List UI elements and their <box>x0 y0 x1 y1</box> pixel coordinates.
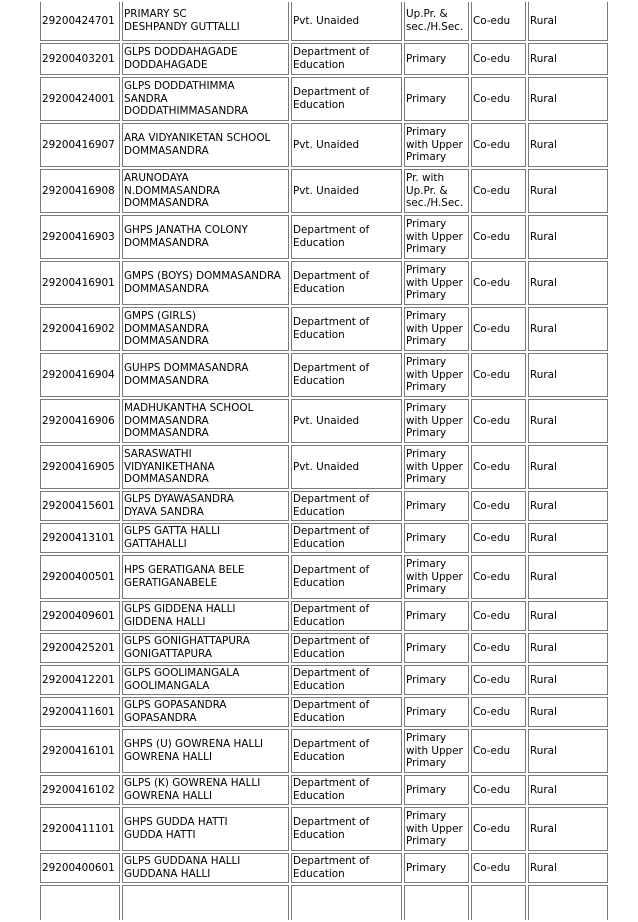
table-row <box>40 307 608 351</box>
cell-category-line: Primary <box>406 732 447 745</box>
cell-school-type: Co-edu <box>471 77 526 121</box>
cell-school-name-line: GMPS (BOYS) DOMMASANDRA <box>124 270 281 283</box>
cell-category <box>404 555 469 599</box>
table-row <box>40 215 608 259</box>
cell-school-type: Co-edu <box>471 697 526 727</box>
cell-category-line: Primary <box>406 402 447 415</box>
cell-school-name <box>122 353 289 397</box>
cell-school-name-line: ARUNODAYA <box>124 172 189 185</box>
cell-school-name-line: MADHUKANTHA SCHOOL <box>124 402 254 415</box>
cell-school-name <box>122 215 289 259</box>
cell-category-line: Primary <box>406 641 447 654</box>
cell-management <box>291 307 402 351</box>
table-row <box>40 2 608 41</box>
table-row <box>40 729 608 773</box>
cell-management <box>291 555 402 599</box>
cell-school-code: 29200416904 <box>40 353 120 397</box>
cell-school-type: Co-edu <box>471 633 526 663</box>
cell-school-name <box>122 43 289 75</box>
cell-management <box>291 169 402 213</box>
cell-school-name <box>122 807 289 851</box>
cell-area: Rural <box>528 807 608 851</box>
cell-school-name-line: DOMMASANDRA <box>124 414 209 427</box>
cell-category-line: Primary <box>406 52 447 65</box>
cell-school-name-line: PRIMARY SC <box>124 8 187 21</box>
cell-school-name <box>122 665 289 695</box>
cell-category <box>404 215 469 259</box>
cell-management <box>291 215 402 259</box>
cell-school-code: 29200424701 <box>40 2 120 41</box>
cell-management-line: Education <box>293 680 345 692</box>
cell-school-name-line: DOMMASANDRA <box>124 283 209 295</box>
cell-school-name-line: GLPS GIDDENA HALLI <box>124 603 236 616</box>
cell-school-name-line: DOMMASANDRA <box>124 427 209 440</box>
cell-management-line: Department of <box>293 699 370 712</box>
cell-management <box>291 601 402 631</box>
cell-school-name-line: DODDATHIMMASANDRA <box>124 105 249 118</box>
cell-category-line: Primary <box>406 427 447 440</box>
cell-area: Rural <box>528 261 608 305</box>
school-table-body <box>40 2 608 920</box>
cell-management-line: Pvt. Unaided <box>293 414 360 427</box>
cell-area: Rural <box>528 523 608 553</box>
cell-management-line: Department of <box>293 635 370 648</box>
cell-category <box>404 353 469 397</box>
cell-school-name <box>122 555 289 599</box>
cell-management-line: Education <box>293 868 345 880</box>
cell-school-name-line: SARASWATHI <box>124 448 192 461</box>
cell-school-name-line: GLPS DYAWASANDRA <box>124 493 234 506</box>
cell-category <box>404 697 469 727</box>
cell-school-type: Co-edu <box>471 807 526 851</box>
cell-management <box>291 853 402 883</box>
cell-management <box>291 807 402 851</box>
cell-category-line: Primary <box>406 757 447 770</box>
cell-school-name-line: DYAVA SANDRA <box>124 506 204 518</box>
cell-category-line: Primary <box>406 835 447 848</box>
cell-management-line: Pvt. Unaided <box>293 138 360 151</box>
cell-management-line: Education <box>293 329 345 341</box>
cell-school-name-line: DOMMASANDRA <box>124 322 209 335</box>
cell-management <box>291 697 402 727</box>
cell-category-line: Primary <box>406 673 447 686</box>
cell-school-code: 29200416102 <box>40 775 120 805</box>
cell-category-line: with Upper <box>406 414 463 427</box>
cell-category-line: Primary <box>406 810 447 823</box>
cell-category-line: with Upper <box>406 822 463 835</box>
cell-management <box>291 729 402 773</box>
cell-category-line: Up.Pr. & <box>406 184 448 197</box>
cell-category <box>404 307 469 351</box>
cell-management <box>291 491 402 521</box>
cell-management <box>291 775 402 805</box>
cell-school-code: 29200416901 <box>40 261 120 305</box>
cell-school-name-line: GUDDANA HALLI <box>124 868 211 880</box>
cell-management-line: Pvt. Unaided <box>293 184 360 197</box>
cell-school-name-line: HPS GERATIGANA BELE <box>124 564 245 577</box>
cell-school-name <box>122 601 289 631</box>
cell-category-line: with Upper <box>406 322 463 335</box>
cell-school-name-line: GMPS (GIRLS) <box>124 310 197 323</box>
cell-school-name-line: DOMMASANDRA <box>124 197 209 210</box>
cell-school-type: Co-edu <box>471 353 526 397</box>
cell-category-line: with Upper <box>406 460 463 473</box>
cell-school-name-line: VIDYANIKETHANA <box>124 460 215 473</box>
cell-school-name-line: DOMMASANDRA <box>124 375 209 387</box>
cell-school-type: Co-edu <box>471 729 526 773</box>
cell-area: Rural <box>528 665 608 695</box>
cell-management-line: Department of <box>293 738 370 751</box>
cell-category-line: Primary <box>406 289 447 302</box>
cell-management-line: Department of <box>293 270 370 283</box>
cell-category <box>404 601 469 631</box>
cell-school-type: Co-edu <box>471 123 526 167</box>
cell-management-line: Education <box>293 283 345 295</box>
cell-category-line: Primary <box>406 583 447 596</box>
cell-category-line: Primary <box>406 381 447 394</box>
cell-school-type: Co-edu <box>471 215 526 259</box>
table-row <box>40 523 608 553</box>
cell-management-line: Department of <box>293 564 370 577</box>
cell-management <box>291 399 402 443</box>
cell-school-type: Co-edu <box>471 2 526 41</box>
cell-category-line: with Upper <box>406 138 463 151</box>
cell-management <box>291 633 402 663</box>
table-row <box>40 123 608 167</box>
cell-school-name-line: GLPS GOPASANDRA <box>124 699 227 712</box>
cell-area: Rural <box>528 169 608 213</box>
cell-school-name-line: GLPS GONIGHATTAPURA <box>124 635 250 648</box>
cell-school-name-line: SANDRA <box>124 92 168 105</box>
cell-school-type: Co-edu <box>471 555 526 599</box>
table-row <box>40 491 608 521</box>
cell-category <box>404 853 469 883</box>
cell-management <box>291 261 402 305</box>
cell-school-type: Co-edu <box>471 43 526 75</box>
cell-school-code: 29200413101 <box>40 523 120 553</box>
cell-category-line: Primary <box>406 264 447 277</box>
cell-management-line: Department of <box>293 855 370 868</box>
cell-area: Rural <box>528 491 608 521</box>
cell-category-line: with Upper <box>406 276 463 289</box>
cell-category-line: Primary <box>406 356 447 369</box>
cell-management-line: Education <box>293 237 345 249</box>
cell-school-code: 29200425201 <box>40 633 120 663</box>
cell-school-name <box>122 123 289 167</box>
cell-category-line: Up.Pr. & <box>406 8 448 21</box>
cell-school-name-line: DOMMASANDRA <box>124 145 209 157</box>
cell-school-name <box>122 775 289 805</box>
cell-school-name-line: DOMMASANDRA <box>124 473 209 486</box>
cell-school-name-line: DOMMASANDRA <box>124 237 209 249</box>
cell-school-name <box>122 2 289 41</box>
cell-school-type: Co-edu <box>471 399 526 443</box>
cell-school-name-line: GHPS GUDDA HATTI <box>124 816 228 829</box>
cell-school-name <box>122 261 289 305</box>
cell-category-line: Primary <box>406 861 447 874</box>
cell-school-name-line: ARA VIDYANIKETAN SCHOOL <box>124 132 271 145</box>
cell-category-line: Primary <box>406 473 447 486</box>
cell-school-code: 29200416905 <box>40 445 120 489</box>
table-row <box>40 555 608 599</box>
cell-category-line: with Upper <box>406 570 463 583</box>
cell-school-name-line: GLPS GATTA HALLI <box>124 525 221 538</box>
cell-category-line: Primary <box>406 243 447 256</box>
cell-school-type: Co-edu <box>471 523 526 553</box>
cell-school-code: 29200416907 <box>40 123 120 167</box>
cell-school-name-line: GERATIGANABELE <box>124 577 218 589</box>
cell-management <box>291 523 402 553</box>
table-row <box>40 633 608 663</box>
cell-category-line: sec./H.Sec. <box>406 21 464 33</box>
cell-school-type: Co-edu <box>471 853 526 883</box>
cell-management-line: Education <box>293 577 345 589</box>
cell-area: Rural <box>528 307 608 351</box>
cell-category-line: Primary <box>406 558 447 571</box>
school-table <box>38 0 610 922</box>
cell-area: Rural <box>528 123 608 167</box>
cell-management-line: Education <box>293 751 345 763</box>
cell-category-line: Primary <box>406 126 447 139</box>
cell-management-line: Education <box>293 375 345 387</box>
cell-management-line: Education <box>293 616 345 628</box>
cell-management-line: Education <box>293 506 345 518</box>
cell-management-line: Department of <box>293 816 370 829</box>
cell-area: Rural <box>528 853 608 883</box>
cell-school-name <box>122 853 289 883</box>
cell-category-line: Primary <box>406 92 447 105</box>
cell-category-line: Primary <box>406 335 447 348</box>
cell-management <box>291 123 402 167</box>
cell-school-code: 29200416902 <box>40 307 120 351</box>
cell-category-line: Primary <box>406 218 447 231</box>
cell-school-name <box>122 399 289 443</box>
cell-management <box>291 665 402 695</box>
cell-management <box>291 77 402 121</box>
school-table-container <box>38 0 600 922</box>
cell-management-line: Pvt. Unaided <box>293 14 360 27</box>
cell-category-line: Primary <box>406 783 447 796</box>
cell-school-code: 29200412201 <box>40 665 120 695</box>
cell-school-name-line: GIDDENA HALLI <box>124 616 206 628</box>
cell-management-line: Department of <box>293 525 370 538</box>
cell-school-name-line: GHPS JANATHA COLONY <box>124 224 248 237</box>
cell-management-line: Education <box>293 712 345 724</box>
cell-school-code: 29200416101 <box>40 729 120 773</box>
cell-school-name-line: GONIGATTAPURA <box>124 648 213 660</box>
table-row <box>40 399 608 443</box>
cell-school-name-line: GOWRENA HALLI <box>124 790 213 802</box>
cell-management-line: Department of <box>293 86 370 99</box>
cell-school-code: 29200416908 <box>40 169 120 213</box>
table-row <box>40 853 608 883</box>
cell-category-line: Primary <box>406 705 447 718</box>
cell-area: Rural <box>528 43 608 75</box>
cell-school-type: Co-edu <box>471 261 526 305</box>
cell-category <box>404 775 469 805</box>
table-row <box>40 169 608 213</box>
table-row <box>40 445 608 489</box>
cell-school-code: 29200416906 <box>40 399 120 443</box>
cell-area: Rural <box>528 215 608 259</box>
cell-school-code: 29200400501 <box>40 555 120 599</box>
cell-area: Rural <box>528 555 608 599</box>
cell-management-line: Education <box>293 59 345 71</box>
cell-school-name-line: GLPS GOOLIMANGALA <box>124 667 240 680</box>
cell-management-line: Department of <box>293 362 370 375</box>
cell-school-name <box>122 491 289 521</box>
cell-school-name-line: DODDAHAGADE <box>124 59 208 71</box>
cell-management-line: Department of <box>293 316 370 329</box>
cell-school-name-line: GLPS DODDATHIMMA <box>124 80 235 93</box>
cell-category <box>404 399 469 443</box>
cell-management-line: Education <box>293 829 345 841</box>
cell-school-name <box>122 169 289 213</box>
cell-category <box>404 169 469 213</box>
cell-school-name-line: GOOLIMANGALA <box>124 680 210 692</box>
cell-category <box>404 445 469 489</box>
table-row <box>40 261 608 305</box>
cell-school-name-line: GLPS DODDAHAGADE <box>124 46 238 59</box>
cell-category-line: with Upper <box>406 368 463 381</box>
cell-category <box>404 77 469 121</box>
cell-area: Rural <box>528 77 608 121</box>
cell-category <box>404 729 469 773</box>
cell-category <box>404 43 469 75</box>
cell-category-line: Primary <box>406 609 447 622</box>
cell-school-type: Co-edu <box>471 491 526 521</box>
cell-area: Rural <box>528 2 608 41</box>
cell-school-name <box>122 523 289 553</box>
cell-category <box>404 261 469 305</box>
cell-school-code: 29200411601 <box>40 697 120 727</box>
cell-management-line: Department of <box>293 46 370 59</box>
cell-school-code: 29200411101 <box>40 807 120 851</box>
table-row <box>40 77 608 121</box>
cell-management-line: Department of <box>293 667 370 680</box>
cell-management <box>291 353 402 397</box>
cell-school-name-line: GUHPS DOMMASANDRA <box>124 362 249 375</box>
cell-category <box>404 523 469 553</box>
cell-category <box>404 123 469 167</box>
cell-school-name <box>122 445 289 489</box>
cell-area: Rural <box>528 399 608 443</box>
cell-school-name <box>122 307 289 351</box>
cell-area: Rural <box>528 633 608 663</box>
cell-area: Rural <box>528 697 608 727</box>
cell-management <box>291 2 402 41</box>
cell-school-type: Co-edu <box>471 307 526 351</box>
cell-school-type: Co-edu <box>471 665 526 695</box>
cell-school-name-line: N.DOMMASANDRA <box>124 184 220 197</box>
cell-category <box>404 807 469 851</box>
cell-school-code: 29200424001 <box>40 77 120 121</box>
cell-school-code: 29200409601 <box>40 601 120 631</box>
cell-school-name-line: GUDDA HATTI <box>124 829 196 841</box>
cell-category-line: Primary <box>406 499 447 512</box>
cell-school-type: Co-edu <box>471 169 526 213</box>
cell-category-line: sec./H.Sec. <box>406 197 464 210</box>
cell-management-line: Education <box>293 790 345 802</box>
cell-management-line: Department of <box>293 493 370 506</box>
table-row <box>40 665 608 695</box>
cell-area: Rural <box>528 729 608 773</box>
cell-school-name-line: GATTAHALLI <box>124 538 187 550</box>
cell-category <box>404 633 469 663</box>
table-row <box>40 807 608 851</box>
cell-category-line: Pr. with <box>406 172 445 185</box>
cell-school-name <box>122 729 289 773</box>
cell-school-type: Co-edu <box>471 775 526 805</box>
cell-school-code: 29200416903 <box>40 215 120 259</box>
table-row <box>40 775 608 805</box>
cell-school-name-line: GLPS GUDDANA HALLI <box>124 855 241 868</box>
cell-school-name-line: GOPASANDRA <box>124 712 197 724</box>
cell-school-type: Co-edu <box>471 601 526 631</box>
cell-category <box>404 491 469 521</box>
cell-management <box>291 43 402 75</box>
cell-school-name <box>122 633 289 663</box>
cell-management-line: Pvt. Unaided <box>293 460 360 473</box>
table-row <box>40 601 608 631</box>
cell-school-name-line: GLPS (K) GOWRENA HALLI <box>124 777 261 790</box>
cell-school-name <box>122 697 289 727</box>
cell-category-line: Primary <box>406 310 447 323</box>
cell-school-name-line: DOMMASANDRA <box>124 335 209 348</box>
cell-category <box>404 2 469 41</box>
cell-management-line: Department of <box>293 777 370 790</box>
cell-school-code: 29200403201 <box>40 43 120 75</box>
table-row <box>40 353 608 397</box>
cell-category-line: with Upper <box>406 744 463 757</box>
cell-school-name-line: GOWRENA HALLI <box>124 751 213 763</box>
cell-school-name <box>122 77 289 121</box>
cell-area: Rural <box>528 445 608 489</box>
cell-school-name-line: GHPS (U) GOWRENA HALLI <box>124 738 264 751</box>
cell-management <box>291 445 402 489</box>
cell-management-line: Department of <box>293 603 370 616</box>
cell-category-line: Primary <box>406 448 447 461</box>
table-row <box>40 697 608 727</box>
cell-area: Rural <box>528 775 608 805</box>
cell-management-line: Education <box>293 99 345 111</box>
cell-category-line: Primary <box>406 531 447 544</box>
cell-category-line: with Upper <box>406 230 463 243</box>
cell-management-line: Education <box>293 648 345 660</box>
cell-school-type: Co-edu <box>471 445 526 489</box>
cell-management-line: Department of <box>293 224 370 237</box>
cell-area: Rural <box>528 353 608 397</box>
cell-school-code: 29200415601 <box>40 491 120 521</box>
cell-management-line: Education <box>293 538 345 550</box>
cell-school-code: 29200400601 <box>40 853 120 883</box>
cell-category <box>404 665 469 695</box>
cell-category-line: Primary <box>406 151 447 164</box>
cell-area: Rural <box>528 601 608 631</box>
cell-school-name-line: DESHPANDY GUTTALLI <box>124 21 240 33</box>
table-row <box>40 43 608 75</box>
